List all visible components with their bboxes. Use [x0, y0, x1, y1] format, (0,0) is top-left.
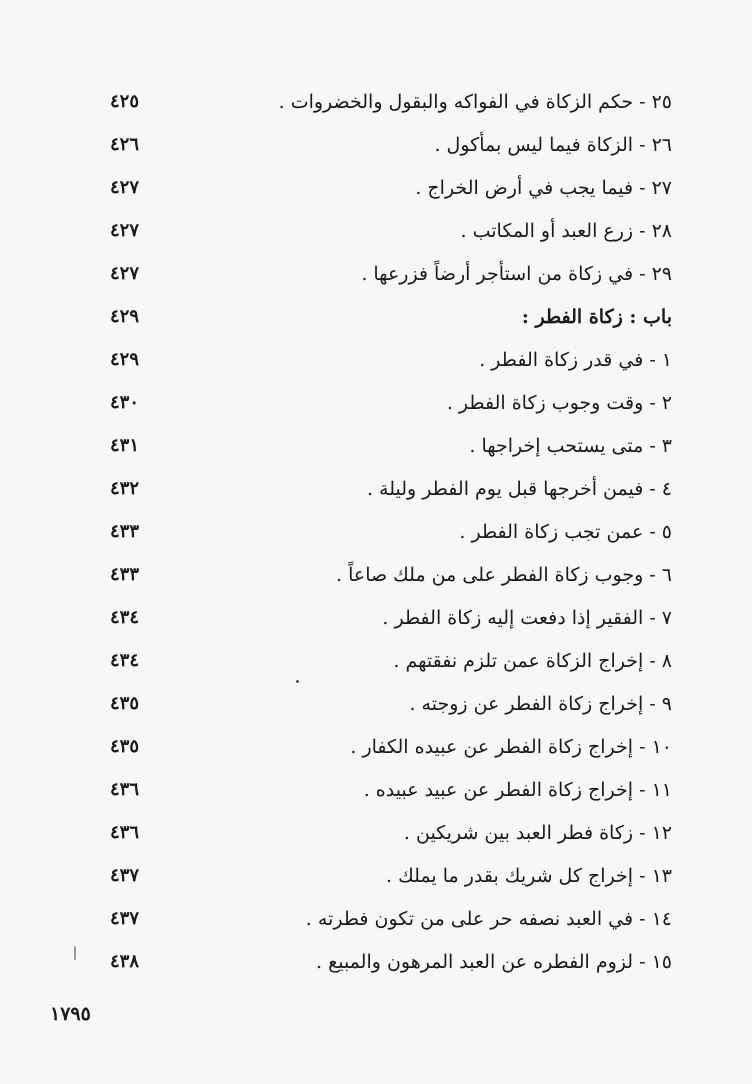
- toc-entry: [80, 383, 680, 426]
- toc-entry: [80, 942, 680, 985]
- toc-entry-page: ٤٣٤: [110, 650, 140, 671]
- toc-entry: [80, 856, 680, 899]
- toc-entry: [80, 813, 680, 856]
- toc-entry-page: ٤٣٢: [110, 478, 140, 499]
- toc-entry-page: ٤٣٤: [110, 607, 140, 628]
- toc-entry-page: ٤٢٧: [110, 177, 140, 198]
- toc-entry-title: ٨ - إخراج الزكاة عمن تلزم نفقتهم .: [393, 650, 672, 672]
- toc-entry-page: ٤٢٥: [110, 91, 140, 112]
- toc-entry-page: ٤٣٣: [110, 564, 140, 585]
- toc-entry-title: ٢٩ - في زكاة من استأجر أرضاً فزرعها .: [361, 263, 672, 285]
- toc-entry-title: ٧ - الفقير إذا دفعت إليه زكاة الفطر .: [382, 607, 672, 629]
- toc-entry: [80, 168, 680, 211]
- toc-entry: [80, 770, 680, 813]
- toc-entry-page: ٤٢٦: [110, 134, 140, 155]
- toc-entry-page: ٤٣١: [110, 435, 140, 456]
- toc-entry-page: ٤٣٣: [110, 521, 140, 542]
- toc-entry: [80, 211, 680, 254]
- toc-entry-title: ١٤ - في العبد نصفه حر على من تكون فطرته .: [305, 908, 672, 930]
- toc-entry: [80, 125, 680, 168]
- toc-entry: [80, 82, 680, 125]
- toc-entry: [80, 899, 680, 942]
- toc-entry: [80, 598, 680, 641]
- toc-entry-title: ٣ - متى يستحب إخراجها .: [469, 435, 672, 457]
- toc-entry-title: ١٠ - إخراج زكاة الفطر عن عبيده الكفار .: [350, 736, 672, 758]
- toc-entry-title: ١٥ - لزوم الفطره عن العبد المرهون والمبيع .: [316, 951, 672, 973]
- toc-entry: [80, 469, 680, 512]
- toc-entry: [80, 340, 680, 383]
- toc-entry-title: ٢٨ - زرع العبد أو المكاتب .: [460, 220, 672, 242]
- toc-entry-page: ٤٣٨: [110, 951, 140, 972]
- section-heading-title: باب : زكاة الفطر :: [521, 306, 672, 328]
- toc-entry-page: ٤٢٧: [110, 263, 140, 284]
- toc-entry-title: ١ - في قدر زكاة الفطر .: [479, 349, 672, 371]
- print-speck: [74, 946, 76, 960]
- toc-entry-page: ٤٢٩: [110, 306, 140, 327]
- print-speck: [296, 680, 299, 683]
- toc-entry-page: ٤٢٧: [110, 220, 140, 241]
- toc-entry-page: ٤٣٧: [110, 865, 140, 886]
- toc-entry: [80, 641, 680, 684]
- toc-entry-page: ٤٣٧: [110, 908, 140, 929]
- toc-entry-title: ٢ - وقت وجوب زكاة الفطر .: [446, 392, 672, 414]
- toc-entry-title: ١١ - إخراج زكاة الفطر عن عبيد عبيده .: [363, 779, 672, 801]
- toc-entry-page: ٤٣٦: [110, 822, 140, 843]
- toc-entry: [80, 254, 680, 297]
- toc-entry-title: ٦ - وجوب زكاة الفطر على من ملك صاعاً .: [335, 564, 672, 586]
- toc-entry-title: ٢٦ - الزكاة فيما ليس بمأكول .: [434, 134, 672, 156]
- toc-entry: [80, 512, 680, 555]
- toc-entry: [80, 555, 680, 598]
- toc-entry-page: ٤٣٦: [110, 779, 140, 800]
- toc-entry: [80, 684, 680, 727]
- table-of-contents: [80, 82, 680, 985]
- toc-entry: [80, 426, 680, 469]
- toc-entry: [80, 727, 680, 770]
- toc-entry-page: ٤٢٩: [110, 349, 140, 370]
- toc-entry-page: ٤٣٥: [110, 736, 140, 757]
- toc-entry-title: ٢٥ - حكم الزكاة في الفواكه والبقول والخضروات .: [278, 91, 672, 113]
- toc-entry-title: ٥ - عمن تجب زكاة الفطر .: [459, 521, 672, 543]
- toc-entry-title: ٩ - إخراج زكاة الفطر عن زوجته .: [409, 693, 672, 715]
- toc-section-heading: [80, 297, 680, 340]
- page-number: ١٧٩٥: [50, 1003, 91, 1025]
- toc-entry-page: ٤٣٥: [110, 693, 140, 714]
- toc-entry-title: ٤ - فيمن أخرجها قبل يوم الفطر وليلة .: [366, 478, 672, 500]
- toc-entry-title: ٢٧ - فيما يجب في أرض الخراج .: [415, 177, 672, 199]
- toc-entry-title: ١٢ - زكاة فطر العبد بين شريكين .: [403, 822, 672, 844]
- toc-entry-page: ٤٣٠: [110, 392, 140, 413]
- toc-entry-title: ١٣ - إخراج كل شريك بقدر ما يملك .: [386, 865, 672, 887]
